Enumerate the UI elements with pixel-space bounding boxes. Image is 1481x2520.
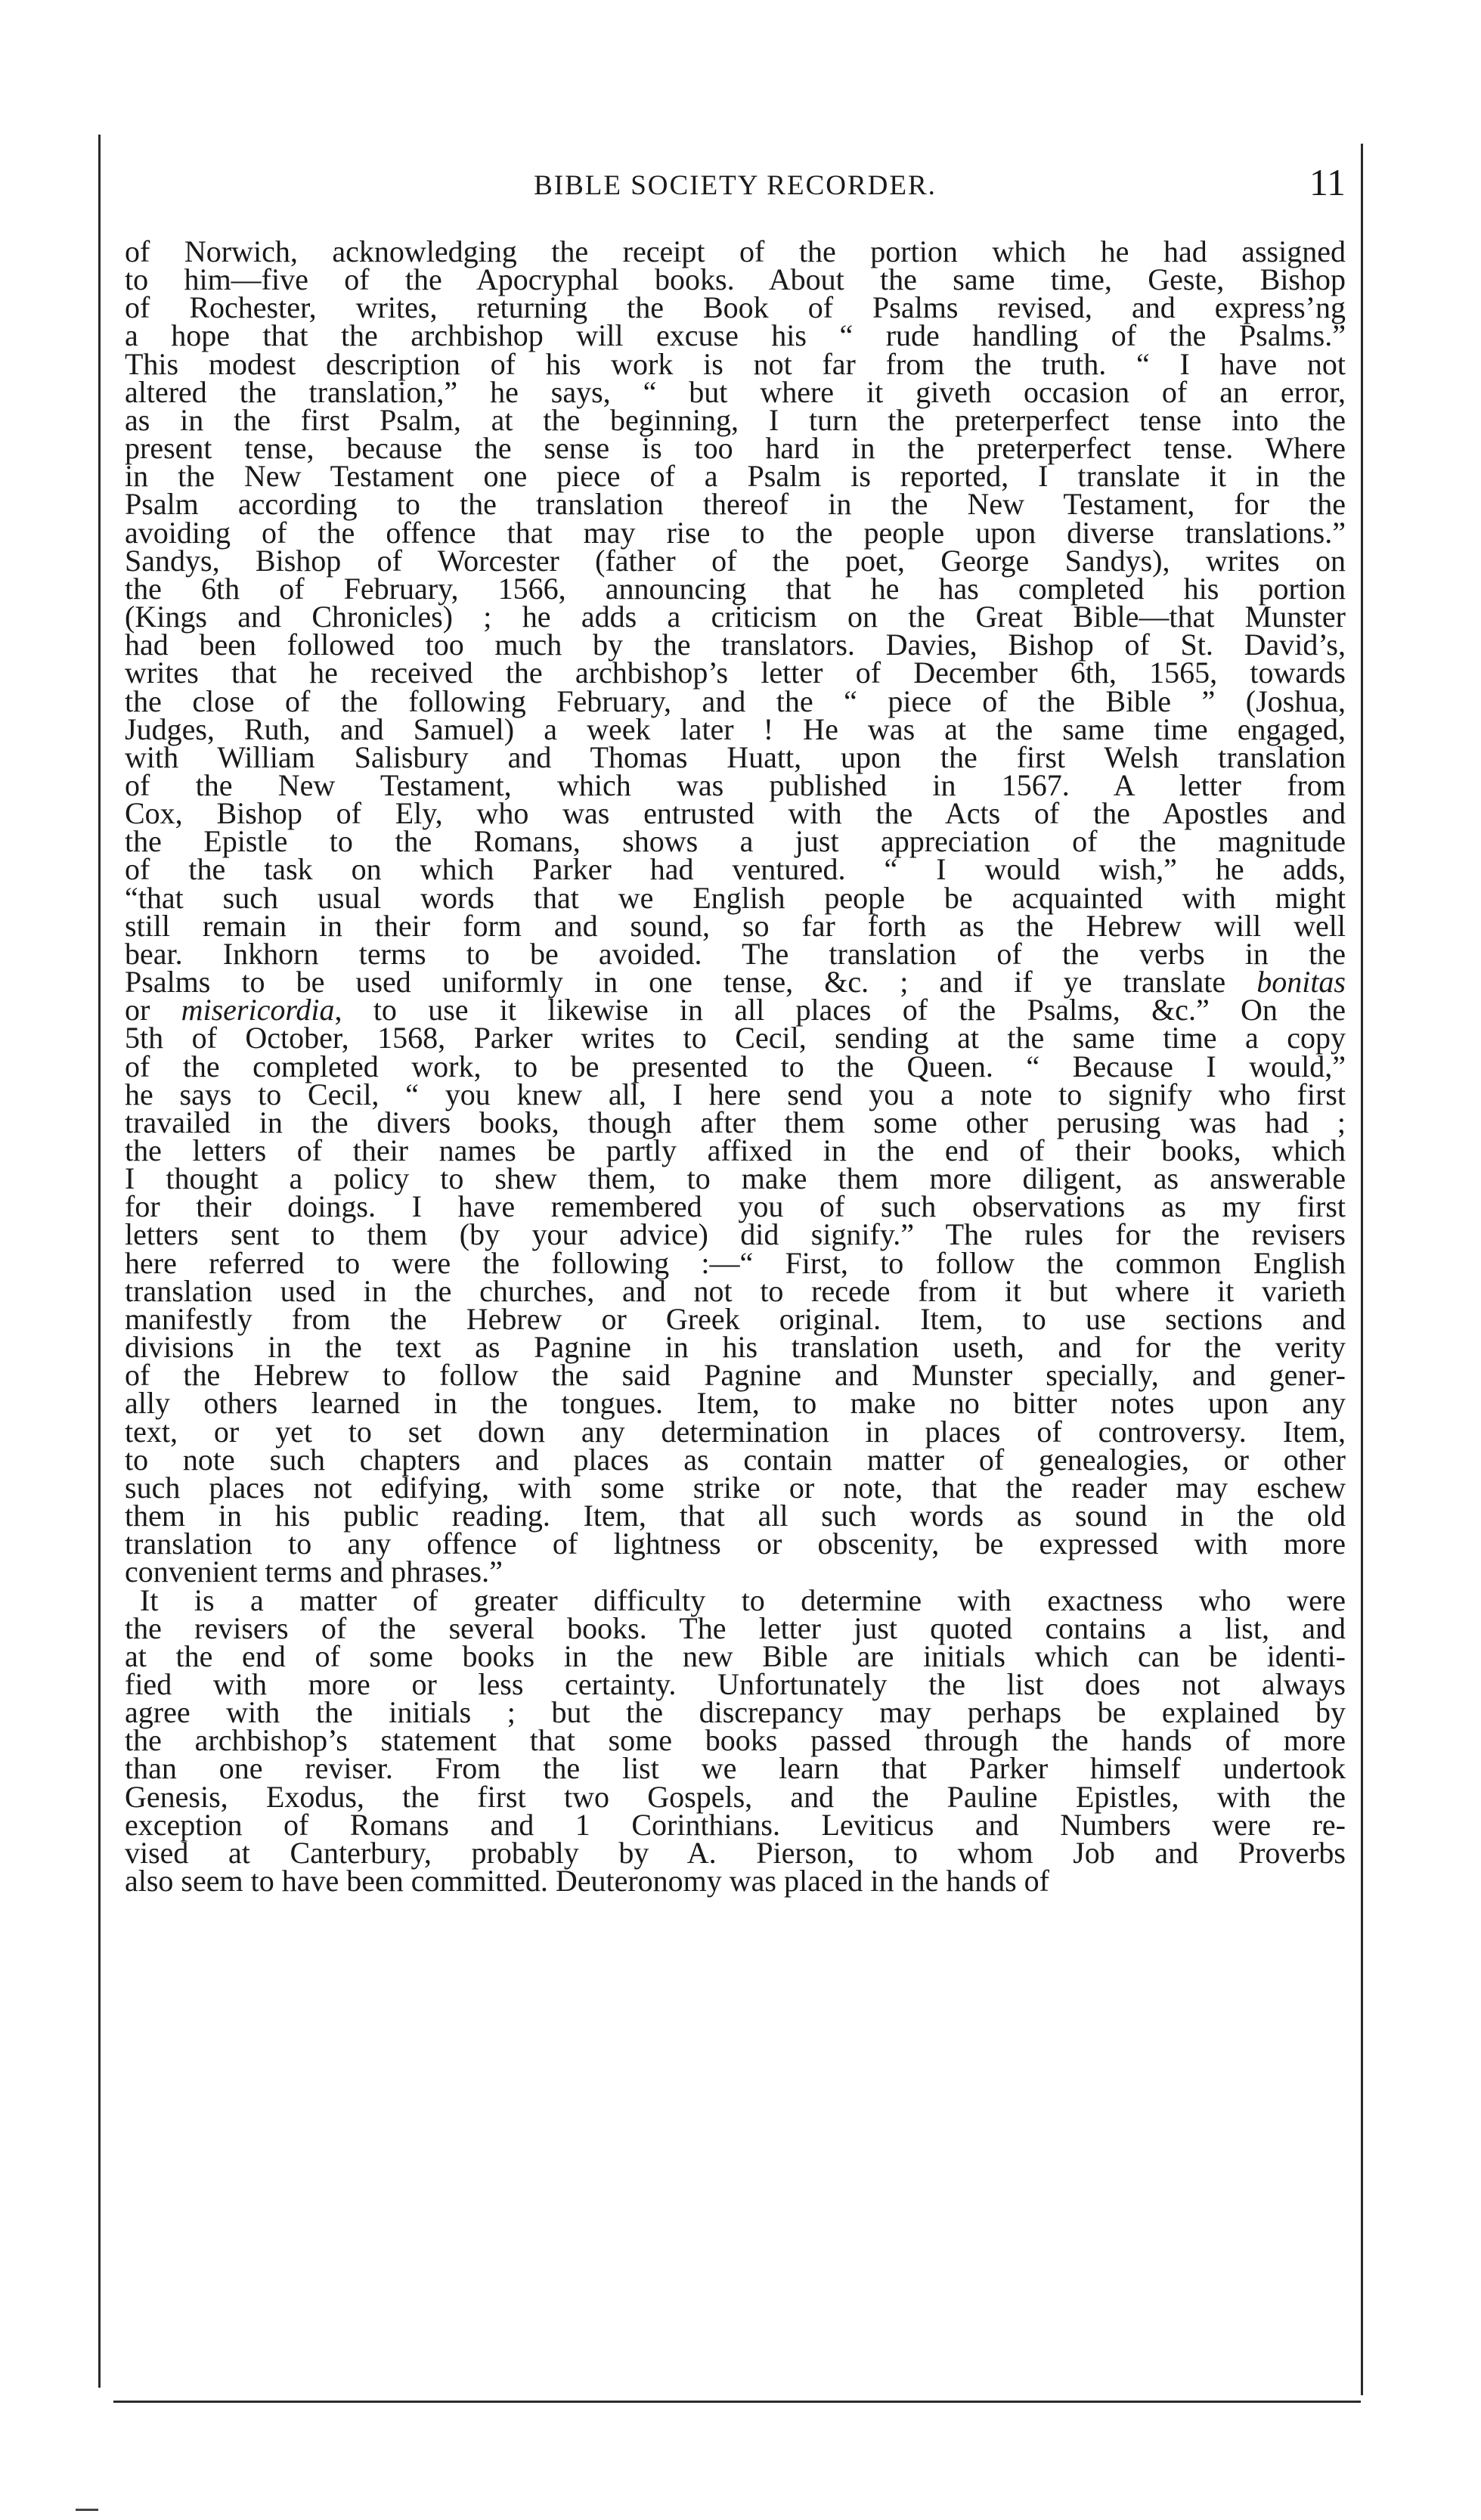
text-line: (Kings and Chronicles) ; he adds a criticism on the Great Bible—that Munster <box>125 600 1346 634</box>
text-line: manifestly from the Hebrew or Greek original. Item, to use sections and <box>125 1301 1346 1336</box>
text-line: translation used in the churches, and not to recede from it but where it varieth <box>125 1273 1346 1308</box>
text-line: Psalms to be used uniformly in one tense, &c. ; and if ye translate bonitas <box>125 965 1346 1000</box>
text-line: vised at Canterbury, probably by A. Pierson, to whom Job and Proverbs <box>125 1835 1346 1870</box>
text-line: of the Hebrew to follow the said Pagnine and Munster specially, and gener- <box>125 1358 1346 1393</box>
text-line: I thought a policy to shew them, to make them more diligent, as answerable <box>125 1161 1346 1196</box>
text-line: here referred to were the following :—“ First, to follow the common English <box>125 1245 1346 1280</box>
text-line: convenient terms and phrases.” <box>125 1554 503 1589</box>
text-line: Sandys, Bishop of Worcester (father of the poet, George Sandys), writes on <box>125 543 1346 578</box>
text-line: in the New Testament one piece of a Psalm is reported, I translate it in the <box>125 459 1346 494</box>
text-line: bear. Inkhorn terms to be avoided. The translation of the verbs in the <box>125 936 1346 971</box>
text-line: the revisers of the several books. The letter just quoted contains a list, and <box>125 1610 1346 1645</box>
text-line: of Norwich, acknowledging the receipt of the portion which he had assigned <box>125 234 1346 268</box>
text-line: at the end of some books in the new Bible are initials which can be identi- <box>125 1638 1346 1673</box>
text-line: travailed in the divers books, though after them some other perusing was had ; <box>125 1105 1346 1139</box>
text-line: avoiding of the offence that may rise to the people upon diverse translations.” <box>125 515 1346 550</box>
text-line: of the task on which Parker had ventured. “ I would wish,” he adds, <box>125 852 1346 887</box>
text-line: of Rochester, writes, returning the Book of Psalms revised, and express’ng <box>125 290 1346 325</box>
text-line: a hope that the archbishop will excuse his “ rude handling of the Psalms.” <box>125 318 1346 353</box>
body-text <box>125 234 1346 1899</box>
text-line: to note such chapters and places as contain matter of genealogies, or other <box>125 1442 1346 1477</box>
text-line: Psalm according to the translation thereof in the New Testament, for the <box>125 487 1346 522</box>
text-line: Genesis, Exodus, the first two Gospels, and the Pauline Epistles, with the <box>125 1779 1346 1814</box>
text-line: Judges, Ruth, and Samuel) a week later ! He was at the same time engaged, <box>125 711 1346 746</box>
left-border-rule <box>98 135 101 2388</box>
text-line: This modest description of his work is not far from the truth. “ I have not <box>125 346 1346 381</box>
page-header <box>125 160 1346 206</box>
corner-mark <box>76 2509 98 2511</box>
text-line: exception of Romans and 1 Corinthians. Leviticus and Numbers were re- <box>125 1807 1346 1842</box>
text-line: divisions in the text as Pagnine in his translation useth, and for the verity <box>125 1330 1346 1365</box>
page-number: 11 <box>1309 161 1346 203</box>
bottom-border-rule <box>113 2401 1361 2403</box>
text-line: the Epistle to the Romans, shows a just appreciation of the magnitude <box>125 824 1346 859</box>
text-line: the 6th of February, 1566, announcing that he has completed his portion <box>125 571 1346 606</box>
text-line: for their doings. I have remembered you of such observations as my first <box>125 1189 1346 1224</box>
right-border-rule <box>1361 144 1363 2395</box>
text-line: letters sent to them (by your advice) did signify.” The rules for the revisers <box>125 1217 1346 1252</box>
text-line: such places not edifying, with some strike or note, that the reader may eschew <box>125 1470 1346 1505</box>
text-line: Cox, Bishop of Ely, who was entrusted with the Acts of the Apostles and <box>125 796 1346 831</box>
text-line: It is a matter of greater difficulty to determine with exactness who were <box>140 1582 1346 1617</box>
text-line: of the New Testament, which was published in 1567. A letter from <box>125 767 1346 802</box>
text-line: with William Salisbury and Thomas Huatt, upon the first Welsh translation <box>125 739 1346 774</box>
text-line: the close of the following February, and the “ piece of the Bible ” (Joshua, <box>125 683 1346 718</box>
text-line: of the completed work, to be presented to the Queen. “ Because I would,” <box>125 1049 1346 1083</box>
text-line: fied with more or less certainty. Unfortunately the list does not always <box>125 1666 1346 1701</box>
text-line: than one reviser. From the list we learn that Parker himself undertook <box>125 1751 1346 1786</box>
text-line: or misericordia, to use it likewise in all places of the Psalms, &c.” On the <box>125 993 1346 1028</box>
text-line: ally others learned in the tongues. Item, to make no bitter notes upon any <box>125 1386 1346 1421</box>
text-line: the archbishop’s statement that some books passed through the hands of more <box>125 1723 1346 1758</box>
text-line: as in the first Psalm, at the beginning, I turn the preterperfect tense into the <box>125 402 1346 437</box>
text-line: present tense, because the sense is too hard in the preterperfect tense. Where <box>125 431 1346 466</box>
text-line: altered the translation,” he says, “ but where it giveth occasion of an error, <box>125 374 1346 409</box>
text-line: also seem to have been committed. Deuteronomy was placed in the hands of <box>125 1864 1049 1899</box>
text-line: 5th of October, 1568, Parker writes to Cecil, sending at the same time a copy <box>125 1021 1346 1055</box>
text-line: the letters of their names be partly affixed in the end of their books, which <box>125 1133 1346 1167</box>
text-line: to him—five of the Apocryphal books. About the same time, Geste, Bishop <box>125 262 1346 297</box>
running-title: BIBLE SOCIETY RECORDER. <box>534 170 937 201</box>
text-line: writes that he received the archbishop’s letter of December 6th, 1565, towards <box>125 656 1346 690</box>
text-line: translation to any offence of lightness or obscenity, be expressed with more <box>125 1527 1346 1561</box>
text-line: “that such usual words that we English people be acquainted with might <box>125 880 1346 915</box>
text-line: had been followed too much by the translators. Davies, Bishop of St. David’s, <box>125 628 1346 662</box>
text-line: agree with the initials ; but the discrepancy may perhaps be explained by <box>125 1695 1346 1730</box>
text-line: he says to Cecil, “ you knew all, I here send you a note to signify who first <box>125 1077 1346 1111</box>
text-line: them in his public reading. Item, that all such words as sound in the old <box>125 1499 1346 1533</box>
text-line: still remain in their form and sound, so far forth as the Hebrew will well <box>125 908 1346 943</box>
text-line: text, or yet to set down any determination in places of controversy. Item, <box>125 1414 1346 1449</box>
